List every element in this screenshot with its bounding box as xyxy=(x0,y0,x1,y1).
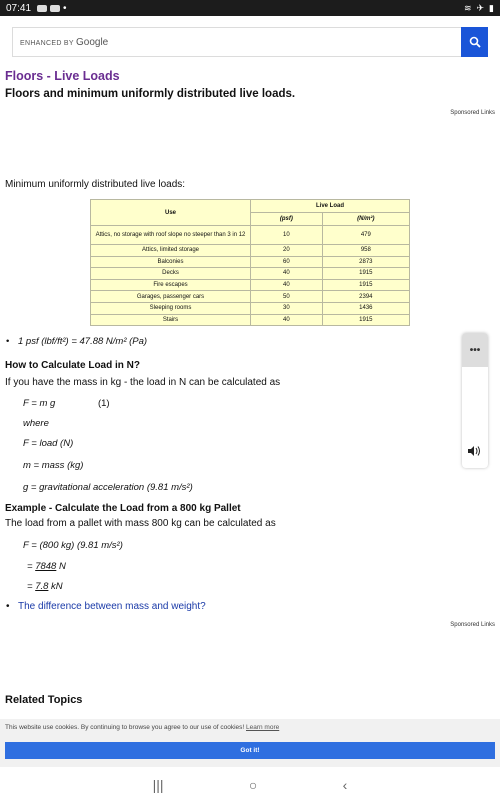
table-row: Balconies 60 2873 xyxy=(91,256,410,268)
table-row: Sleeping rooms 30 1436 xyxy=(91,302,410,314)
page-title: Floors - Live Loads xyxy=(5,69,120,83)
where-text: where xyxy=(23,418,49,429)
how-to-heading: How to Calculate Load in N? xyxy=(5,360,141,371)
sponsored-links-label: Sponsored Links xyxy=(450,110,495,116)
android-nav-bar xyxy=(0,770,500,800)
google-logo: Google xyxy=(76,37,109,48)
example-result-kn: = 7.8 kN xyxy=(27,581,63,592)
example-text: The load from a pallet with mass 800 kg can be calculated as xyxy=(5,518,276,529)
mass-weight-link[interactable]: • The difference between mass and weight? xyxy=(18,601,206,612)
search-input[interactable] xyxy=(108,33,458,51)
example-heading: Example - Calculate the Load from a 800 kg Pallet xyxy=(5,503,241,514)
how-to-text: If you have the mass in kg - the load in N can be calculated as xyxy=(5,377,281,388)
table-row: Decks 40 1915 xyxy=(91,268,410,280)
example-formula: F = (800 kg) (9.81 m/s²) xyxy=(23,540,123,551)
intro-text: Minimum uniformly distributed live loads: xyxy=(5,179,186,190)
def-gravity: g = gravitational acceleration (9.81 m/s²) xyxy=(23,482,193,493)
table-row: Attics, no storage with roof slope no steeper than 3 in 12 10 479 xyxy=(91,226,410,245)
table-row: Attics, limited storage 20 958 xyxy=(91,245,410,257)
status-time: 07:41 xyxy=(6,2,32,14)
more-icon[interactable]: ••• xyxy=(462,333,488,367)
status-bar xyxy=(0,0,500,16)
sponsored-links-label-2: Sponsored Links xyxy=(450,622,495,628)
home-icon[interactable]: ○ xyxy=(248,777,258,793)
notification-icon xyxy=(37,5,47,12)
recents-icon[interactable]: ||| xyxy=(152,777,164,793)
formula-line xyxy=(23,398,110,409)
page-subtitle: Floors and minimum uniformly distributed live loads. xyxy=(5,88,296,100)
system-icons xyxy=(464,3,494,14)
notification-icon xyxy=(50,5,60,12)
example-result-n: = 7848 N xyxy=(27,561,66,572)
live-loads-table xyxy=(90,199,410,326)
table-row: Stairs 40 1915 xyxy=(91,314,410,326)
cookie-text: This website use cookies. By continuing to browse you agree to our use of cookies! Learn more xyxy=(5,724,280,731)
col-nm2: (N/m²) xyxy=(322,213,409,226)
search-button[interactable] xyxy=(461,27,488,57)
def-mass: m = mass (kg) xyxy=(23,460,84,471)
related-topics-heading: Related Topics xyxy=(5,694,83,706)
conversion-note: • 1 psf (lbf/ft²) = 47.88 N/m² (Pa) xyxy=(18,336,147,347)
table-row: Fire escapes 40 1915 xyxy=(91,279,410,291)
learn-more-link[interactable]: Learn more xyxy=(246,724,280,731)
google-search-box xyxy=(12,27,488,57)
result-kn-value: 7.8 xyxy=(35,581,49,592)
dot-icon: • xyxy=(63,2,67,14)
col-live-load: Live Load xyxy=(251,200,410,213)
col-use: Use xyxy=(91,200,251,226)
cookie-banner xyxy=(0,719,500,767)
col-psf: (psf) xyxy=(251,213,323,226)
def-load: F = load (N) xyxy=(23,438,74,449)
enhanced-by-google: ENHANCED BY Google xyxy=(20,37,109,48)
airplane-icon: ✈ xyxy=(476,2,485,13)
got-it-button[interactable]: Got it! xyxy=(5,742,495,759)
speaker-svg xyxy=(467,445,481,457)
speaker-icon[interactable] xyxy=(467,445,481,460)
notification-icons xyxy=(37,3,67,14)
back-icon[interactable]: ‹ xyxy=(342,777,348,793)
formula: F = m g xyxy=(23,398,56,409)
table-row: Garages, passenger cars 50 2394 xyxy=(91,291,410,303)
wifi-icon: ≋ xyxy=(463,2,472,13)
search-icon xyxy=(469,36,481,48)
battery-icon: ▮ xyxy=(489,2,494,13)
formula-number: (1) xyxy=(97,398,110,409)
result-n-value: 7848 xyxy=(35,561,57,572)
